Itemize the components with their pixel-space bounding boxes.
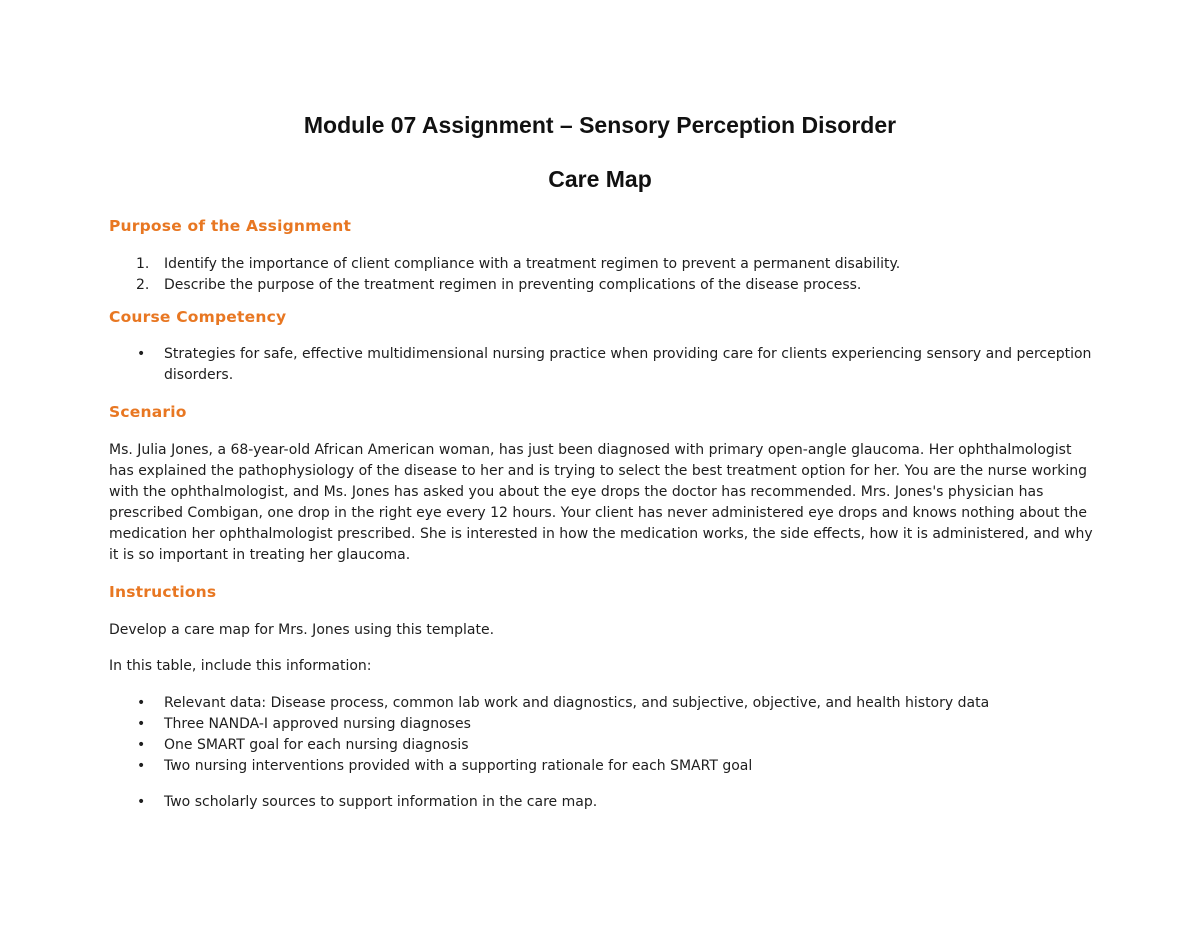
document-subtitle: Care Map bbox=[548, 166, 652, 192]
list-item bbox=[109, 275, 1099, 296]
list-item-text: Describe the purpose of the treatment regimen in preventing complications of the disease process. bbox=[164, 277, 862, 293]
document-title: Module 07 Assignment – Sensory Perception Disorder bbox=[303, 112, 897, 138]
list-item bbox=[109, 792, 1099, 813]
instructions-paragraph-2: In this table, include this information: bbox=[109, 658, 372, 674]
competency-list bbox=[109, 344, 1099, 386]
list-item-text: Strategies for safe, effective multidimensional nursing practice when providing care for clients experiencing sensory and perception disorders. bbox=[164, 346, 1092, 383]
list-item bbox=[109, 254, 1099, 275]
instructions-paragraph-1: Develop a care map for Mrs. Jones using this template. bbox=[109, 622, 495, 638]
list-item-text: Two nursing interventions provided with a supporting rationale for each SMART goal bbox=[164, 758, 753, 774]
instructions-heading: Instructions bbox=[109, 583, 217, 601]
bullet-icon: • bbox=[137, 716, 146, 732]
list-item-text: Three NANDA-I approved nursing diagnoses bbox=[164, 716, 471, 732]
instructions-list bbox=[109, 693, 1099, 777]
bullet-icon: • bbox=[137, 758, 146, 774]
bullet-icon: • bbox=[137, 737, 146, 753]
list-item bbox=[109, 735, 1099, 756]
list-item-text: Relevant data: Disease process, common lab work and diagnostics, and subjective, objective, and health history data bbox=[164, 695, 990, 711]
scenario-heading: Scenario bbox=[109, 403, 187, 421]
bullet-icon: • bbox=[137, 794, 146, 810]
list-item-text: One SMART goal for each nursing diagnosis bbox=[164, 737, 469, 753]
bullet-icon: • bbox=[137, 346, 146, 362]
list-number: 2. bbox=[136, 277, 150, 293]
bullet-icon: • bbox=[137, 695, 146, 711]
scenario-paragraph: Ms. Julia Jones, a 68-year-old African American woman, has just been diagnosed with primary open-angle glaucoma. Her ophthalmologist has explained the pathophysiology of the disease to her and is trying to select the best treatment option for her. You are the nurse working with the ophthalmologist, and Ms. Jones has asked you about the eye drops the doctor has recommended. Mrs. Jones's physician has prescribed Combigan, one drop in the right eye every 12 hours. Your client has never administered eye drops and knows nothing about the medication her ophthalmologist prescribed. She is interested in how the medication works, the side effects, how it is administered, and why it is so important in treating her glaucoma. bbox=[109, 442, 1093, 563]
list-item bbox=[109, 693, 1099, 714]
purpose-list bbox=[109, 254, 1099, 296]
list-item bbox=[109, 756, 1099, 777]
competency-heading: Course Competency bbox=[109, 308, 287, 326]
list-item bbox=[109, 714, 1099, 735]
list-item bbox=[109, 344, 1099, 386]
purpose-heading: Purpose of the Assignment bbox=[109, 217, 352, 235]
list-item-text: Identify the importance of client compliance with a treatment regimen to prevent a permanent disability. bbox=[164, 256, 901, 272]
list-item-text: Two scholarly sources to support information in the care map. bbox=[164, 794, 598, 810]
instructions-final-list bbox=[109, 792, 1099, 813]
list-number: 1. bbox=[136, 256, 150, 272]
